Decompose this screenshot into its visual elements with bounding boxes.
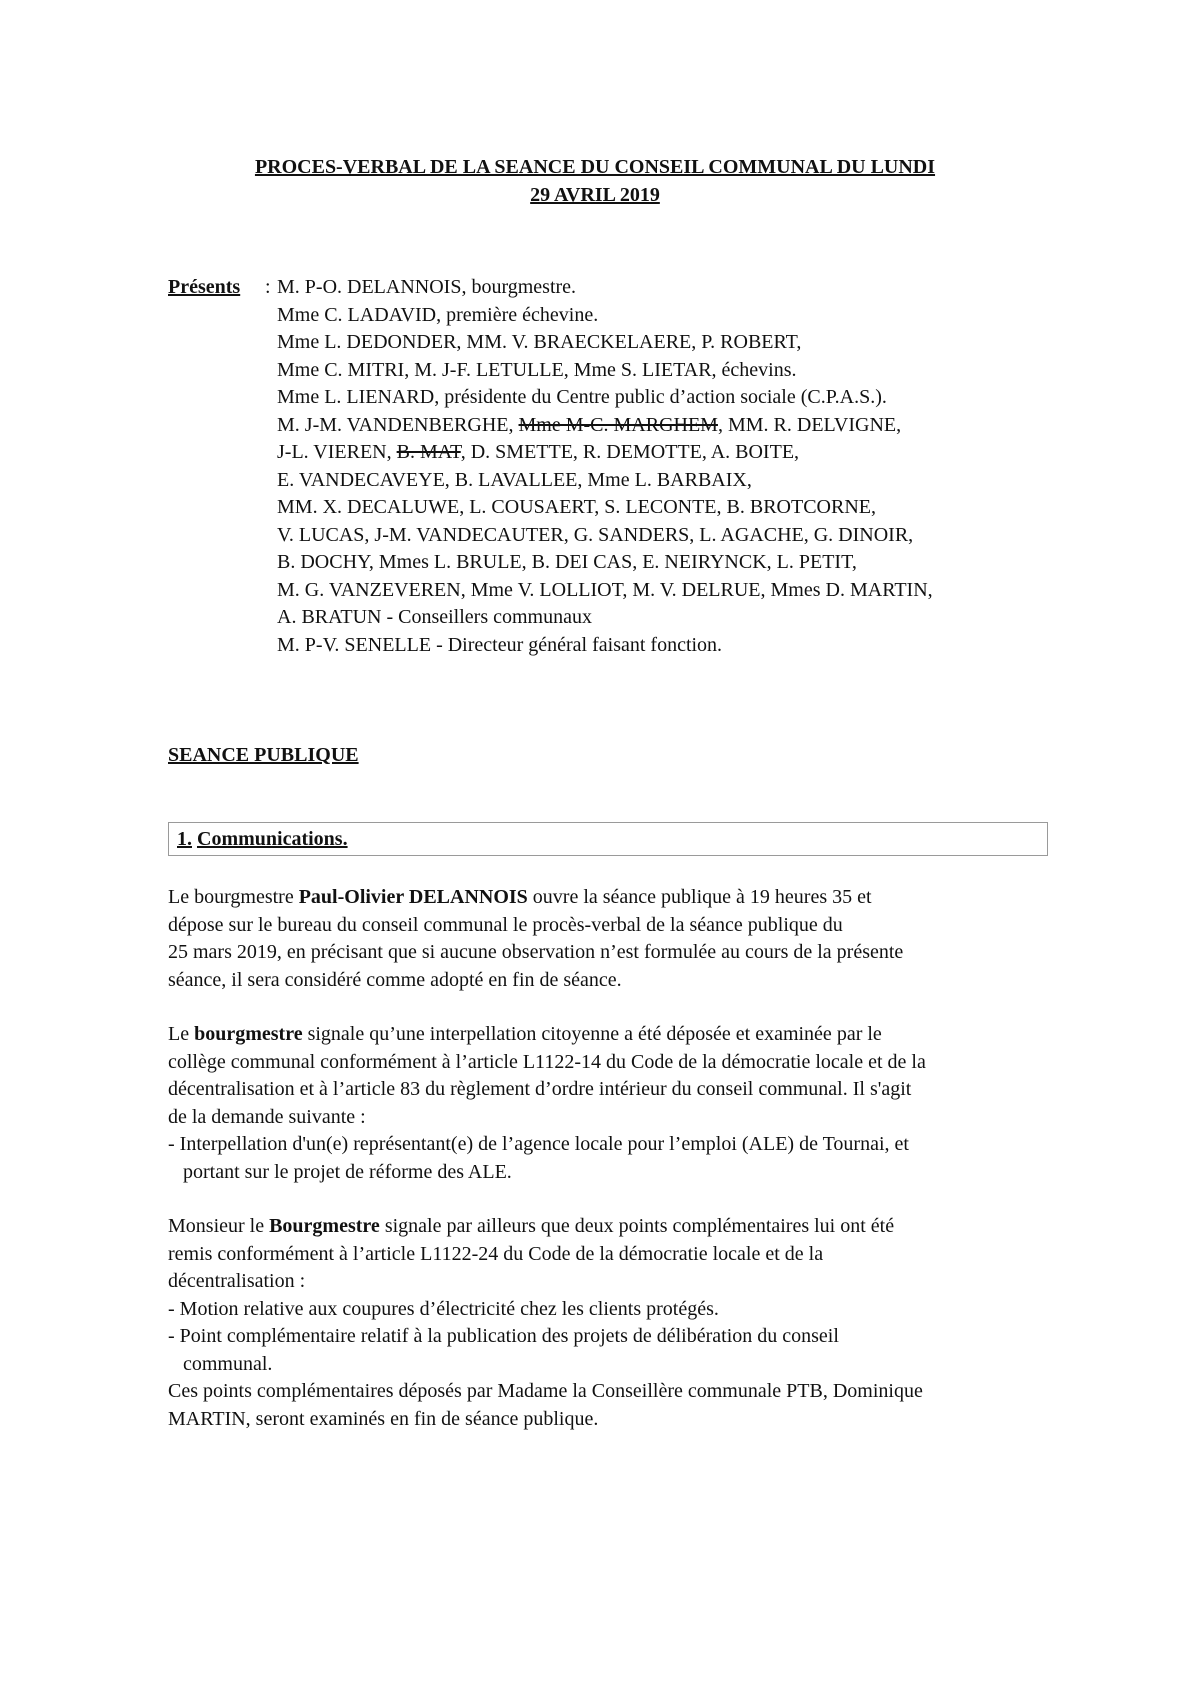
list-item: - Motion relative aux coupures d’électricité chez les clients protégés. [168, 1297, 719, 1320]
paragraph-line: remis conformément à l’article L1122-24 du Code de la démocratie locale et de la [168, 1242, 824, 1265]
text: signale qu’une interpellation citoyenne a été déposée et examinée par le [302, 1023, 882, 1045]
attendee-line: A. BRATUN - Conseillers communaux [277, 606, 592, 628]
attendee-line-struck-1 [277, 412, 1097, 440]
attendee-text: , MM. R. DELVIGNE, [717, 413, 902, 436]
paragraph-line: MARTIN, seront examinés en fin de séance publique. [168, 1407, 599, 1430]
paragraph-line: séance, il sera considéré comme adopté en fin de séance. [168, 968, 622, 991]
paragraph-line: de la demande suivante : [168, 1105, 366, 1128]
list-item: - Point complémentaire relatif à la publication des projets de délibération du conseil [168, 1325, 839, 1347]
list-item: - Interpellation d'un(e) représentant(e) de l’agence locale pour l’emploi (ALE) de Tournai, et [168, 1133, 909, 1155]
struck-name: Mme M-C. MARGHEM [518, 413, 718, 436]
paragraph-line: 25 mars 2019, en précisant que si aucune observation n’est formulée au cours de la présente [168, 941, 904, 963]
text: Le [168, 1023, 195, 1045]
struck-name: B. MAT [396, 441, 461, 463]
attendee-text: M. J-M. VANDENBERGHE, [277, 413, 519, 436]
bold-term: bourgmestre [194, 1023, 303, 1045]
document-title [150, 153, 1040, 209]
presents-colon: : [265, 276, 271, 298]
paragraph-line: décentralisation : [168, 1270, 306, 1292]
text: Le bourgmestre [168, 886, 299, 908]
text: ouvre la séance publique à 19 heures 35 et [527, 886, 872, 908]
attendee-text: , D. SMETTE, R. DEMOTTE, A. BOITE, [460, 441, 800, 463]
attendee-line: M. P-V. SENELLE - Directeur général faisant fonction. [277, 633, 723, 656]
attendee-line: M. G. VANZEVEREN, Mme V. LOLLIOT, M. V. DELRUE, Mmes D. MARTIN, [277, 578, 933, 601]
attendee-line: B. DOCHY, Mmes L. BRULE, B. DEI CAS, E. NEIRYNCK, L. PETIT, [277, 551, 857, 573]
attendee-line: Mme L. LIENARD, présidente du Centre public d’action sociale (C.P.A.S.). [277, 386, 887, 408]
section-heading: SEANCE PUBLIQUE [168, 744, 359, 766]
paragraph-line [168, 884, 1088, 912]
paragraph-line: dépose sur le bureau du conseil communal le procès-verbal de la séance publique du [168, 913, 843, 936]
attendee-line: E. VANDECAVEYE, B. LAVALLEE, Mme L. BARBAIX, [277, 468, 752, 491]
presents-label: Présents [168, 276, 241, 298]
paragraph-line: collège communal conformément à l’article L1122-14 du Code de la démocratie locale et de la [168, 1050, 926, 1073]
list-item-continuation: communal. [183, 1352, 273, 1375]
list-item-continuation: portant sur le projet de réforme des ALE. [183, 1160, 512, 1183]
attendee-list [277, 274, 1097, 659]
paragraph-complementary-points [168, 1213, 1088, 1433]
text: signale par ailleurs que deux points complémentaires lui ont été [379, 1215, 895, 1237]
paragraph-line: décentralisation et à l’article 83 du règlement d’ordre intérieur du conseil communal. Il s'agit [168, 1078, 912, 1100]
title-line-1: PROCES-VERBAL DE LA SEANCE DU CONSEIL COMMUNAL DU LUNDI [254, 156, 936, 178]
paragraph-line: Ces points complémentaires déposés par Madame la Conseillère communale PTB, Dominique [168, 1380, 923, 1402]
agenda-item-title [177, 826, 348, 853]
text: Monsieur le [168, 1215, 270, 1237]
attendee-line: MM. X. DECALUWE, L. COUSAERT, S. LECONTE, B. BROTCORNE, [277, 496, 876, 518]
agenda-item-number: 1. [177, 828, 192, 850]
agenda-item-box [168, 822, 1048, 856]
attendee-line-struck-2 [277, 439, 1097, 467]
mayor-name: Paul-Olivier DELANNOIS [298, 886, 528, 908]
paragraph-interpellation [168, 1021, 1088, 1186]
attendee-line: Mme C. LADAVID, première échevine. [277, 303, 599, 326]
attendee-line: V. LUCAS, J-M. VANDECAUTER, G. SANDERS, L. AGACHE, G. DINOIR, [277, 523, 914, 546]
attendee-line: Mme L. DEDONDER, MM. V. BRAECKELAERE, P. ROBERT, [277, 331, 802, 353]
attendee-text: J-L. VIEREN, [277, 441, 397, 463]
bold-term: Bourgmestre [269, 1215, 380, 1237]
title-line-2: 29 AVRIL 2019 [530, 184, 660, 206]
paragraph-line [168, 1021, 1088, 1049]
paragraph-opening [168, 884, 1088, 994]
attendee-line: Mme C. MITRI, M. J-F. LETULLE, Mme S. LIETAR, échevins. [277, 358, 797, 381]
agenda-item-label: Communications. [197, 828, 348, 850]
paragraph-line [168, 1213, 1088, 1241]
attendee-line: M. P-O. DELANNOIS, bourgmestre. [277, 276, 577, 298]
